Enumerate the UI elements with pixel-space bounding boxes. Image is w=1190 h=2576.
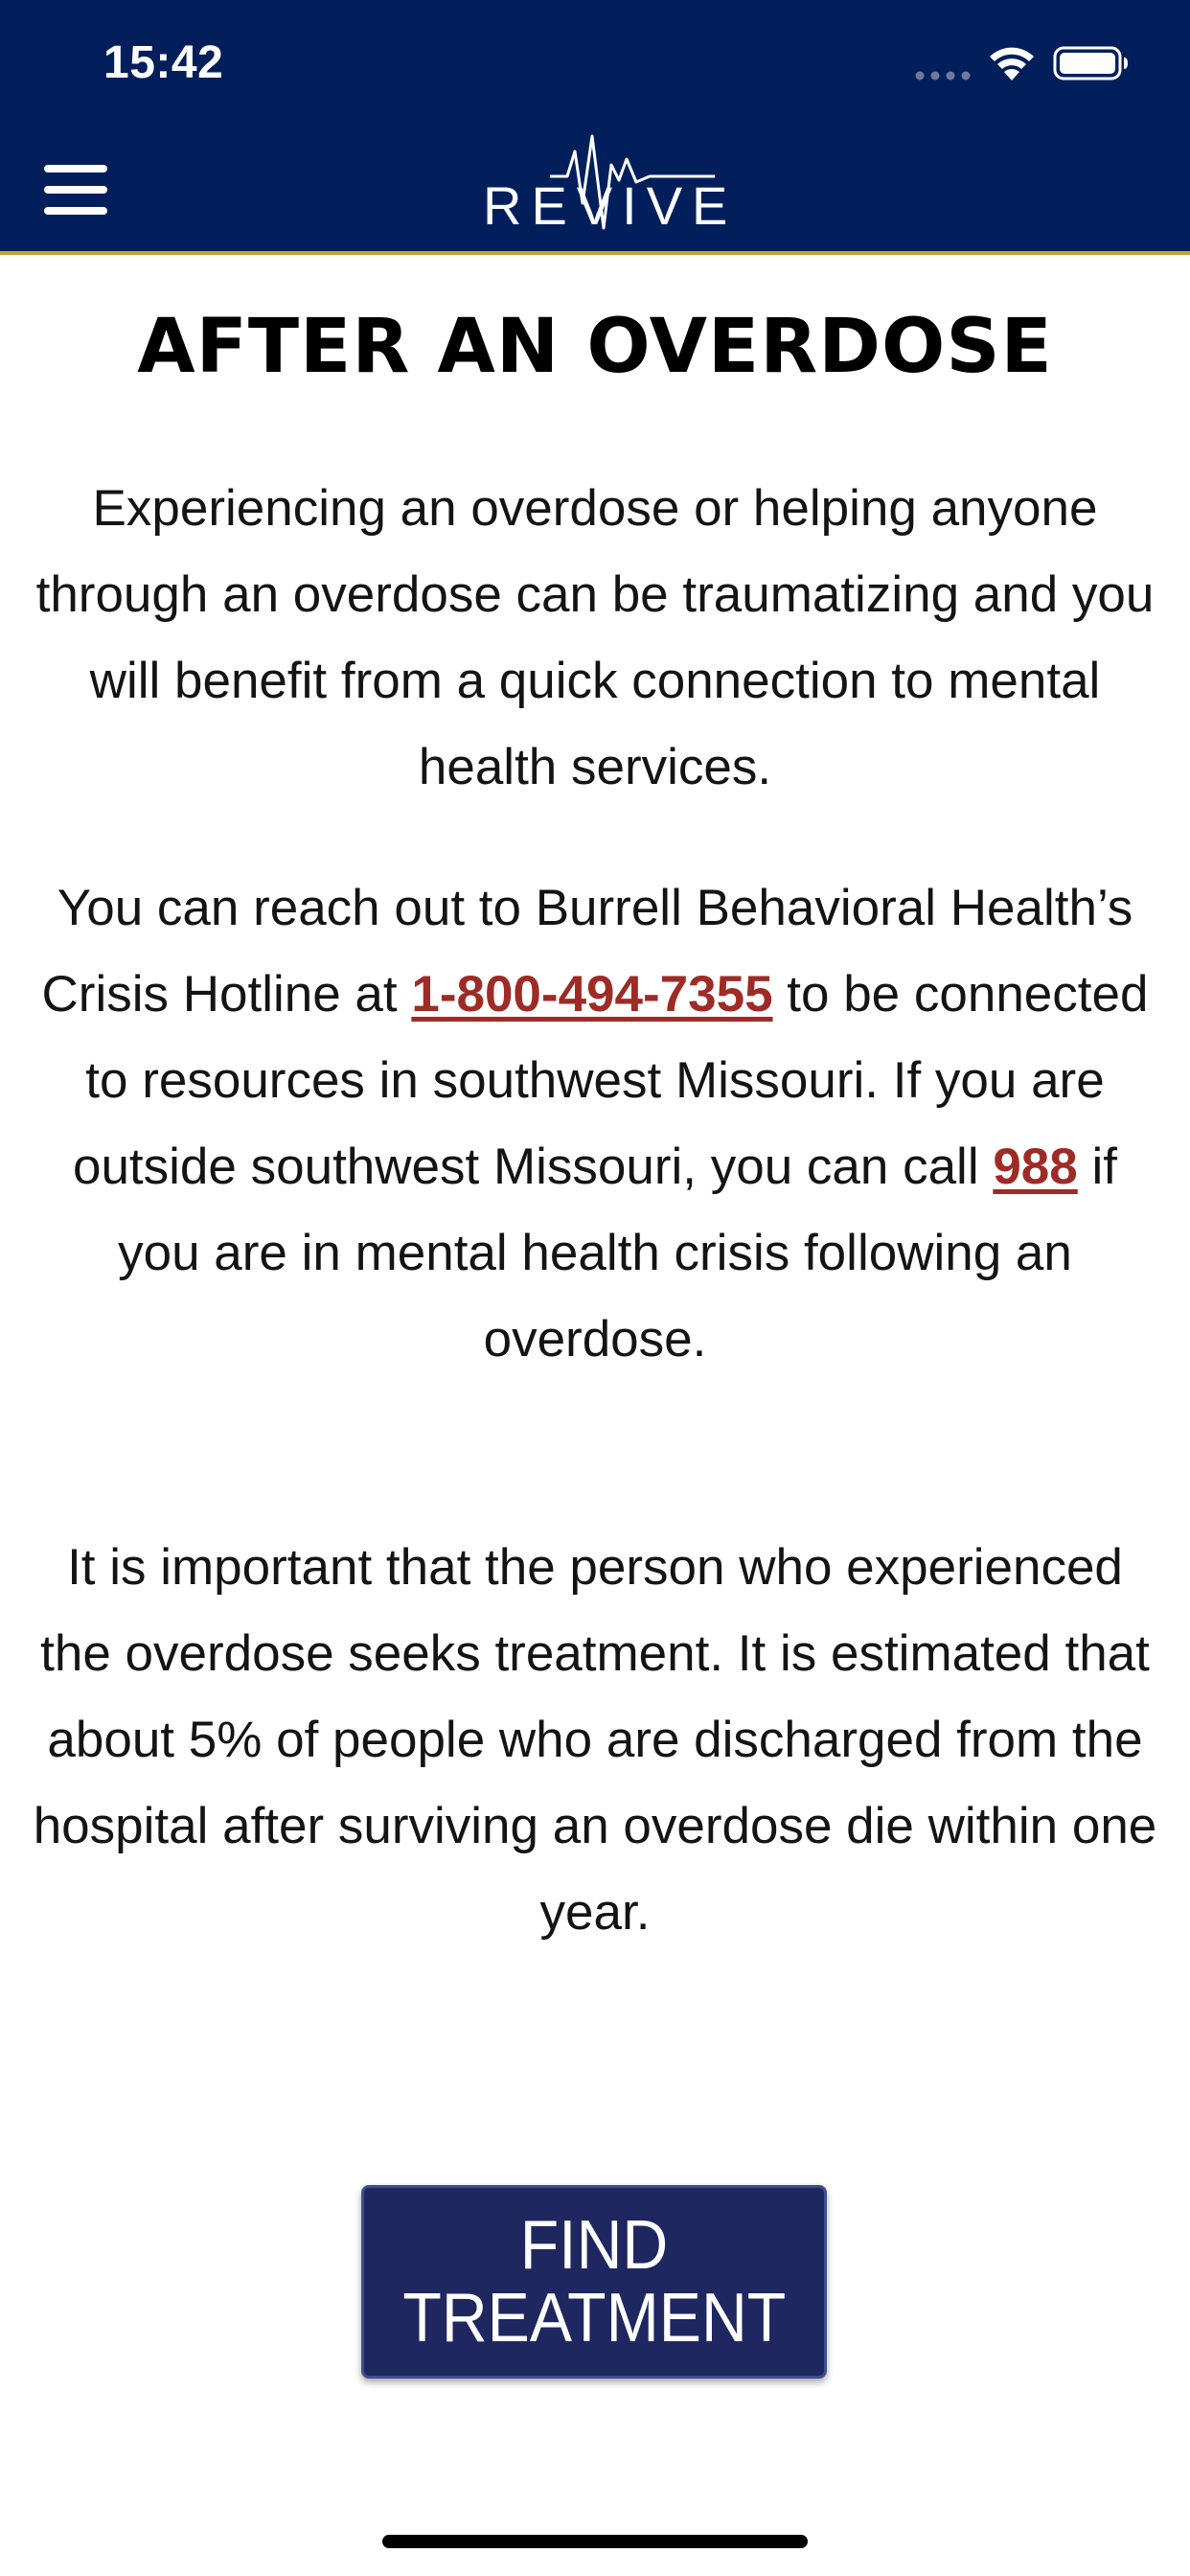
hotline-phone-link[interactable]: 1-800-494-7355 bbox=[411, 966, 773, 1023]
hamburger-menu-icon[interactable] bbox=[44, 165, 109, 215]
hotline-paragraph bbox=[29, 865, 1161, 1383]
find-treatment-label-line2: TREATMENT bbox=[402, 2280, 786, 2357]
page-title: AFTER AN OVERDOSE bbox=[137, 304, 1053, 390]
hotline-text-b: to be connected to resources in southwest Missouri. If you are outside southwest Missouri, you can call bbox=[72, 966, 1149, 1195]
hotline-text-a: You can reach out to Burrell Behavioral Health’s Crisis Hotline at bbox=[41, 880, 1133, 1023]
crisis-988-link[interactable]: 988 bbox=[993, 1138, 1078, 1195]
treatment-paragraph: It is important that the person who experienced the overdose seeks treatment. It is estimated that about 5% of people who are discharged from the hospital after surviving an overdose die within one year. bbox=[33, 1539, 1157, 1941]
intro-paragraph: Experiencing an overdose or helping anyone through an overdose can be traumatizing and you will benefit from a quick connection to mental health services. bbox=[35, 480, 1155, 795]
home-indicator[interactable] bbox=[382, 2535, 808, 2548]
status-bar-time: 15:42 bbox=[103, 37, 224, 88]
battery-icon bbox=[1053, 46, 1130, 80]
app-header bbox=[0, 0, 1190, 255]
hotline-text-c: if you are in mental health crisis following an overdose. bbox=[118, 1138, 1117, 1368]
find-treatment-label-line1: FIND bbox=[519, 2207, 669, 2284]
logo-text: REVIVE bbox=[483, 175, 738, 236]
wifi-icon bbox=[987, 42, 1037, 82]
revive-logo bbox=[475, 134, 738, 245]
find-treatment-button[interactable] bbox=[361, 2185, 827, 2379]
cellular-signal-icon bbox=[915, 70, 973, 81]
